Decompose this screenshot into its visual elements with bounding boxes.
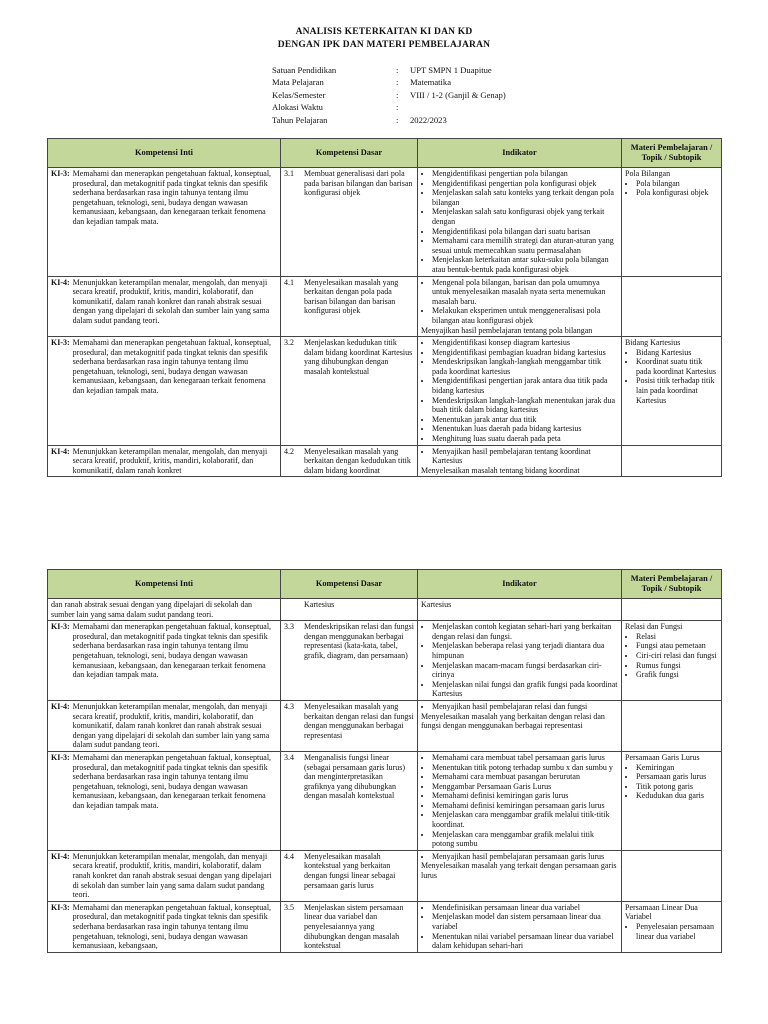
materi-cell xyxy=(622,276,722,337)
kd-cell xyxy=(281,445,418,477)
info-label: Alokasi Waktu xyxy=(272,102,323,113)
indicator-item: • Menjelaskan cara menggambar grafik melalui titik-titik koordinat. xyxy=(432,810,618,829)
indicator-item: • Mendeskripsikan langkah-langkah menggambar titik pada koordinat kartesius xyxy=(432,357,618,376)
indicator-item: • Mengidentifikasi pembagian kuadran bidang kartesius xyxy=(432,348,618,358)
indicator-item: • Menjelaskan macam-macam fungsi berdasarkan ciri-cirinya xyxy=(432,661,618,680)
materi-item: • Koordinat suatu titik pada koordinat Kartesius xyxy=(636,357,718,376)
info-label: Mata Pelajaran xyxy=(272,77,324,88)
indicator-item: • Menjelaskan nilai fungsi dan grafik fungsi pada koordinat Kartesius xyxy=(432,680,618,699)
materi-topic: Pola Bilangan xyxy=(625,169,671,178)
document-info xyxy=(272,64,506,126)
info-label: Tahun Pelajaran xyxy=(272,114,328,125)
indicator-item: • Mendefinisikan persamaan linear dua variabel xyxy=(432,903,618,913)
indikator-cell xyxy=(418,901,622,952)
ki-content xyxy=(51,622,277,680)
kd-content xyxy=(284,622,414,660)
materi-topic: Relasi dan Fungsi xyxy=(625,622,683,632)
indicator-list xyxy=(421,702,618,712)
materi-item: • Titik potong garis xyxy=(636,782,718,792)
indicator-item: • Menjelaskan keterkaitan antar suku-suku pola bilangan atau bentuk-bentuk pada konfigurasi objek xyxy=(432,255,618,274)
kd-content xyxy=(284,600,414,610)
kd-text: Menyelesaikan masalah yang berkaitan dengan relasi dan fungsi dengan menggunakan berbagai representasi xyxy=(304,701,414,740)
materi-item: • Posisi titik terhadap titik lain pada koordinat Kartesius xyxy=(636,376,718,405)
ki-cell xyxy=(48,751,281,850)
materi-item: • Pola konfigurasi objek xyxy=(636,188,718,198)
table-row xyxy=(48,445,722,477)
kd-number: 3.3 xyxy=(284,622,294,632)
materi-item: • Bidang Kartesius xyxy=(636,348,718,358)
materi-item: • Grafik fungsi xyxy=(636,670,718,680)
table-row xyxy=(48,621,722,701)
indicator-list xyxy=(421,903,618,951)
indicator-item: • Memahami cara membuat pasangan berurutan xyxy=(432,772,618,782)
kd-cell xyxy=(281,700,418,751)
ki-content xyxy=(51,852,277,900)
document-title xyxy=(0,26,768,52)
ki-code: KI-3: xyxy=(51,622,70,632)
kd-cell xyxy=(281,276,418,337)
materi-cell xyxy=(622,751,722,850)
ki-cell xyxy=(48,276,281,337)
table-row xyxy=(48,700,722,751)
info-value: UPT SMPN 1 Duapitue xyxy=(410,65,492,75)
indicator-list xyxy=(421,169,618,275)
header-materi: Materi Pembelajaran / Topik / Subtopik xyxy=(622,139,722,168)
info-value: VIII / 1-2 (Ganjil & Genap) xyxy=(410,89,506,100)
title-line-1: ANALISIS KETERKAITAN KI DAN KD xyxy=(295,27,473,37)
materi-item: • Relasi xyxy=(636,632,718,642)
indicator-item: • Mengidentifikasi pengertian pola bilangan xyxy=(432,169,618,179)
materi-item: • Ciri-ciri relasi dan fungsi xyxy=(636,651,718,661)
materi-cell xyxy=(622,621,722,701)
indicator-item: • Menentukan luas daerah pada bidang kartesius xyxy=(432,424,618,434)
ki-code: KI-4: xyxy=(51,701,70,711)
kd-text: Mendeskripsikan relasi dan fungsi dengan menggunakan berbagai representasi (kata-kata, tabel, grafik, diagram, dan persamaan) xyxy=(304,622,414,660)
table-row xyxy=(48,276,722,337)
ki-content xyxy=(51,338,277,396)
indicator-item: • Menjelaskan salah satu konteks yang terkait dengan pola bilangan xyxy=(432,188,618,207)
info-row xyxy=(272,114,506,126)
kd-cell xyxy=(281,751,418,850)
materi-item: • Kemiringan xyxy=(636,763,718,773)
kd-cell xyxy=(281,168,418,277)
ki-cell xyxy=(48,621,281,701)
ki-text: dan ranah abstrak sesuai dengan yang dipelajari di sekolah dan sumber lain yang sama dalam sudut pandang teori. xyxy=(51,600,253,619)
materi-item: • Persamaan garis lurus xyxy=(636,772,718,782)
kd-number: 3.5 xyxy=(284,902,294,912)
ki-cell xyxy=(48,901,281,952)
indicator-list xyxy=(421,852,618,862)
table-row xyxy=(48,850,722,901)
indicator-list xyxy=(421,447,618,466)
ki-text: Memahami dan menerapkan pengetahuan faktual, konseptual, prosedural, dan metakognitif pada tingkat teknis dan spesifik sederhana berdasarkan rasa ingin tahunya tentang ilmu pengetahuan, teknologi, seni, budaya dengan wawasan kemanusiaan, kebangsaan, dan kenegaraan terkait fenomena dan kejadian tampak mata. xyxy=(72,622,272,680)
materi-list xyxy=(625,763,718,801)
info-colon: : xyxy=(396,114,399,125)
kd-number: 3.2 xyxy=(284,338,294,348)
materi-list xyxy=(625,922,718,941)
kd-number: 4.3 xyxy=(284,701,294,711)
ki-text: Memahami dan menerapkan pengetahuan faktual, konseptual, prosedural, dan metakognitif pada tingkat teknis dan spesifik sederhana berdasarkan rasa ingin tahunya tentang ilmu pengetahuan, teknologi, seni, budaya dengan wawasan kemanusiaan, kebangsaan, dan kenegaraan terkait fenomena dan kejadian tampak mata. xyxy=(72,752,272,810)
ki-content xyxy=(51,600,277,619)
indicator-item: • Menyajikan hasil pembelajaran relasi dan fungsi xyxy=(432,702,618,712)
indicator-item: • Menyajikan hasil pembelajaran persamaan garis lurus xyxy=(432,852,618,862)
indicator-item: • Menentukan jarak antar dua titik xyxy=(432,415,618,425)
kd-text: Menganalisis fungsi linear (sebagai persamaan garis lurus) dan menginterpretasikan grafiknya yang dihubungkan dengan masalah kontekstual xyxy=(304,752,406,801)
materi-cell xyxy=(622,901,722,952)
info-value: Matematika xyxy=(410,77,452,88)
table-row xyxy=(48,751,722,850)
ki-text: Memahami dan menerapkan pengetahuan faktual, konseptual, prosedural, dan metakognitif pada tingkat teknis dan spesifik sederhana berdasarkan rasa ingin tahunya tentang ilmu pengetahuan, teknologi, seni, budaya dengan wawasan kemanusiaan, kebangsaan, dan kenegaraan terkait fenomena dan kejadian tampak mata. xyxy=(72,338,272,396)
indikator-cell xyxy=(418,445,622,477)
indicator-item: • Menyajikan hasil pembelajaran tentang koordinat Kartesius xyxy=(432,447,618,466)
table-header-row xyxy=(48,139,722,168)
kd-cell xyxy=(281,337,418,446)
kd-cell xyxy=(281,850,418,901)
indikator-cell xyxy=(418,168,622,277)
info-colon: : xyxy=(396,65,399,75)
ki-cell xyxy=(48,599,281,621)
ki-cell xyxy=(48,445,281,477)
kd-content xyxy=(284,702,414,740)
indicator-item: • Mengidentifikasi pengertian jarak antara dua titik pada bidang kartesius xyxy=(432,376,618,395)
indicator-item: • Mengidentifikasi pengertian pola konfigurasi objek xyxy=(432,179,618,189)
ki-text: Memahami dan menerapkan pengetahuan faktual, konseptual, prosedural, dan metakognitif pada tingkat teknis dan spesifik sederhana berdasarkan rasa ingin tahunya tentang ilmu pengetahuan, teknologi, seni, budaya dengan wawasan kemanusiaan, kebangsaan, xyxy=(72,902,272,951)
kd-text: Menjelaskan sistem persamaan linear dua variabel dan penyelesaiannya yang dihubungkan dengan masalah kontekstual xyxy=(304,902,404,951)
indicator-item: • Mendeskripsikan langkah-langkah menentukan jarak dua buah titik dalam bidang kartesius xyxy=(432,396,618,415)
header-kompetensi-dasar: Kompetensi Dasar xyxy=(281,570,418,599)
kd-content xyxy=(284,338,414,376)
materi-list xyxy=(625,632,718,680)
kd-text: Kartesius xyxy=(304,600,335,609)
indicator-item: • Menghitung luas suatu daerah pada peta xyxy=(432,434,618,444)
kd-cell xyxy=(281,621,418,701)
indicator-note: Menyajikan hasil pembelajaran tentang pola bilangan xyxy=(421,325,593,335)
header-materi: Materi Pembelajaran / Topik / Subtopik xyxy=(622,570,722,599)
ki-text: Menunjukkan keterampilan menalar, mengolah, dan menyaji secara kreatif, produktif, kritis, mandiri, kolaboratif, dalam ranah konkret dan ranah abstrak sesuai dengan yang dipelajari di sekolah dan sumber lain yang sama dalam sudut pandang teori. xyxy=(72,851,272,900)
info-row xyxy=(272,89,506,101)
ki-content xyxy=(51,702,277,750)
indikator-cell xyxy=(418,700,622,751)
materi-cell xyxy=(622,445,722,477)
indicator-item: • Menentukan nilai variabel persamaan linear dua variabel dalam kehidupan sehari-hari xyxy=(432,932,618,951)
ki-code: KI-3: xyxy=(51,169,70,178)
ki-code: KI-4: xyxy=(51,277,70,287)
kd-cell xyxy=(281,599,418,621)
info-colon: : xyxy=(396,77,399,88)
info-row xyxy=(272,101,506,113)
materi-cell xyxy=(622,337,722,446)
info-row xyxy=(272,64,506,76)
table-row xyxy=(48,901,722,952)
header-kompetensi-inti: Kompetensi Inti xyxy=(48,139,281,168)
indicator-item: • Menjelaskan salah satu konfigurasi objek yang terkait dengan xyxy=(432,207,618,226)
kd-content xyxy=(284,169,414,198)
table-row xyxy=(48,168,722,277)
info-colon: : xyxy=(396,102,399,113)
ki-cell xyxy=(48,337,281,446)
indicator-item: • Menjelaskan cara menggambar grafik melalui titik potong sumbu xyxy=(432,830,618,849)
ki-text: Menunjukkan keterampilan menalar, mengolah, dan menyaji secara kreatif, produktif, kritis, mandiri, kolaboratif, dan komunikatif, dalam ranah konkret dan ranah abstrak sesuai dengan yang dipelajari di sekolah dan sumber lain yang sama dalam sudut pandang teori. xyxy=(72,277,270,325)
ki-code: KI-4: xyxy=(51,446,70,456)
title-line-2: DENGAN IPK DAN MATERI PEMBELAJARAN xyxy=(277,40,491,50)
kd-content xyxy=(284,852,414,890)
materi-list xyxy=(625,179,718,198)
table-row xyxy=(48,599,722,621)
ki-content xyxy=(51,753,277,811)
kd-number xyxy=(284,600,304,610)
materi-topic: Persamaan Linear Dua Variabel xyxy=(625,902,698,922)
ki-cell xyxy=(48,168,281,277)
ki-cell xyxy=(48,850,281,901)
kd-content xyxy=(284,753,414,801)
indicator-item: • Mengenal pola bilangan, barisan dan pola umumnya untuk menyelesaikan masalah nyata serta menemukan masalah baru. xyxy=(432,278,618,307)
ki-content xyxy=(51,447,277,476)
analysis-table-2 xyxy=(47,569,722,953)
materi-item: • Rumus fungsi xyxy=(636,661,718,671)
indicator-list xyxy=(421,278,618,326)
info-row xyxy=(272,76,506,88)
indicator-item: • Menjelaskan contoh kegiatan sehari-hari yang berkaitan dengan relasi dan fungsi. xyxy=(432,622,618,641)
indikator-cell xyxy=(418,276,622,337)
indicator-note: Menyelesaikan masalah yang terkait dengan persamaan garis lurus xyxy=(421,861,617,881)
header-indikator: Indikator xyxy=(418,139,622,168)
kd-number: 4.4 xyxy=(284,851,294,861)
indicator-list xyxy=(421,622,618,699)
ki-text: Memahami dan menerapkan pengetahuan faktual, konseptual, prosedural, dan metakognitif pada tingkat teknis dan spesifik sederhana berdasarkan rasa ingin tahunya tentang ilmu pengetahuan, teknologi, seni, budaya dengan wawasan kemanusiaan, kebangsaan, dan kenegaraan terkait fenomena dan kejadian tampak mata. xyxy=(72,169,272,226)
kd-number: 3.4 xyxy=(284,752,294,762)
indicator-note: Kartesius xyxy=(421,600,452,609)
materi-item: • Pola bilangan xyxy=(636,179,718,189)
indicator-list xyxy=(421,338,618,444)
kd-number: 4.2 xyxy=(284,446,294,456)
ki-code: KI-3: xyxy=(51,338,70,348)
indicator-item: • Menentukan titik potong terhadap sumbu x dan sumbu y xyxy=(432,763,618,773)
indicator-item: • Mengidentifikasi konsep diagram kartesius xyxy=(432,338,618,348)
indikator-cell xyxy=(418,599,622,621)
indicator-item: • Memahami cara memilih strategi dan aturan-aturan yang sesuai untuk memecahkan suatu permasalahan xyxy=(432,236,618,255)
materi-item: • Fungsi atau pemetaan xyxy=(636,641,718,651)
materi-cell xyxy=(622,599,722,621)
info-colon: : xyxy=(396,89,399,100)
ki-code: KI-4: xyxy=(51,851,70,861)
materi-list xyxy=(625,348,718,406)
kd-content xyxy=(284,447,414,476)
indicator-list xyxy=(421,753,618,849)
header-kompetensi-inti: Kompetensi Inti xyxy=(48,570,281,599)
ki-content xyxy=(51,169,277,227)
kd-text: Menyelesaikan masalah yang berkaitan dengan kedudukan titik dalam bidang koordinat xyxy=(304,446,411,475)
header-kompetensi-dasar: Kompetensi Dasar xyxy=(281,139,418,168)
indicator-item: • Menggambar Persamaan Garis Lurus xyxy=(432,782,618,792)
materi-topic: Bidang Kartesius xyxy=(625,338,681,348)
kd-text: Menyelesaikan masalah yang berkaitan dengan pola pada barisan bilangan dan barisan konfigurasi objek xyxy=(304,277,399,316)
indicator-item: • Memahami cara membuat tabel persamaan garis lurus xyxy=(432,753,618,763)
ki-cell xyxy=(48,700,281,751)
table-row xyxy=(48,337,722,446)
materi-cell xyxy=(622,850,722,901)
materi-cell xyxy=(622,700,722,751)
kd-text: Menjelaskan kedudukan titik dalam bidang koordinat Kartesius yang dihubungkan dengan masalah kontekstual xyxy=(304,338,413,376)
kd-content xyxy=(284,903,414,951)
indicator-item: • Melakukan eksperimen untuk menggeneralisasi pola bilangan atau konfigurasi objek xyxy=(432,306,618,325)
kd-cell xyxy=(281,901,418,952)
ki-text: Menunjukkan keterampilan menalar, mengolah, dan menyaji secara kreatif, produktif, kritis, mandiri, kolaboratif, dan komunikatif, dalam ranah konkret xyxy=(72,446,268,475)
indicator-item: • Memahami definisi kemiringan persamaan garis lurus xyxy=(432,801,618,811)
kd-content xyxy=(284,278,414,316)
indikator-cell xyxy=(418,337,622,446)
indicator-item: • Menjelaskan beberapa relasi yang terjadi diantara dua himpunan xyxy=(432,641,618,660)
kd-number: 4.1 xyxy=(284,277,294,287)
indikator-cell xyxy=(418,751,622,850)
indikator-cell xyxy=(418,850,622,901)
ki-content xyxy=(51,278,277,326)
indicator-item: • Menjelaskan model dan sistem persamaan linear dua variabel xyxy=(432,912,618,931)
ki-code: KI-3: xyxy=(51,752,70,762)
table-header-row xyxy=(48,570,722,599)
kd-text: Menyelesaikan masalah kontekstual yang berkaitan dengan fungsi linear sebagai persamaan garis lurus xyxy=(304,851,396,890)
indikator-cell xyxy=(418,621,622,701)
info-value: 2022/2023 xyxy=(410,114,447,125)
info-label: Kelas/Semester xyxy=(272,89,326,100)
kd-number: 3.1 xyxy=(284,169,294,178)
header-indikator: Indikator xyxy=(418,570,622,599)
analysis-table-1 xyxy=(47,138,722,477)
indicator-note: Menyelesaikan masalah yang berkaitan dengan relasi dan fungsi dengan menggunakan berbagai representasi xyxy=(421,711,605,731)
ki-text: Menunjukkan keterampilan menalar, mengolah, dan menyaji secara kreatif, produktif, kritis, mandiri, kolaboratif, dan komunikatif, dalam ranah konkret dan ranah abstrak sesuai dengan yang dipelajari di sekolah dan sumber lain yang sama dalam sudut pandang teori. xyxy=(72,701,270,750)
indicator-note: Menyelesaikan masalah tentang bidang koordinat xyxy=(421,465,580,475)
info-label: Satuan Pendidikan xyxy=(272,65,337,75)
materi-item: • Kedudukan dua garis xyxy=(636,791,718,801)
materi-cell xyxy=(622,168,722,277)
materi-topic: Persamaan Garis Lurus xyxy=(625,752,700,762)
materi-item: • Penyelesaian persamaan linear dua variabel xyxy=(636,922,718,941)
ki-content xyxy=(51,903,277,951)
indicator-item: • Mengidentifikasi pola bilangan dari suatu barisan xyxy=(432,227,618,237)
kd-text: Membuat generalisasi dari pola pada barisan bilangan dan barisan konfigurasi objek xyxy=(304,169,413,198)
ki-code: KI-3: xyxy=(51,902,70,912)
indicator-item: • Memahami definisi kemiringan garis lurus xyxy=(432,791,618,801)
